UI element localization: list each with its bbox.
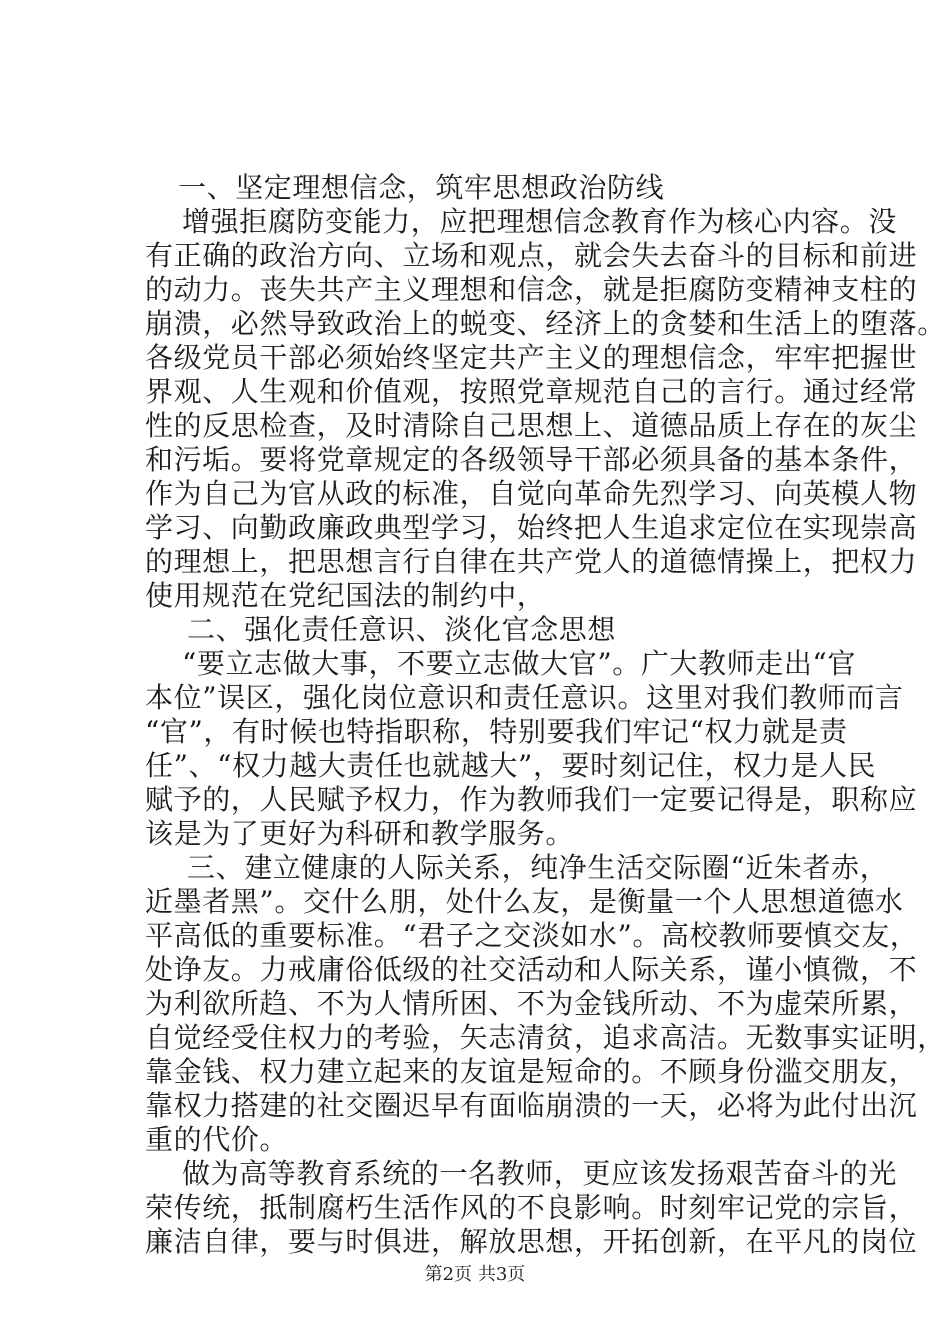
paragraph-line: 靠金钱、权力建立起来的友谊是短命的。不顾身份滥交朋友， <box>145 1055 918 1088</box>
paragraph-line: 为利欲所趋、不为人情所困、不为金钱所动、不为虚荣所累， <box>145 987 918 1020</box>
paragraph-line: 学习、向勤政廉政典型学习，始终把人生追求定位在实现崇高 <box>145 511 918 544</box>
paragraph-line: 崩溃，必然导致政治上的蜕变、经济上的贪婪和生活上的堕落。 <box>145 307 946 340</box>
paragraph-line: 有正确的政治方向、立场和观点，就会失去奋斗的目标和前进 <box>145 239 918 272</box>
paragraph-line: 重的代价。 <box>145 1123 289 1156</box>
paragraph-line: “要立志做大事，不要立志做大官”。广大教师走出“官 <box>182 647 856 680</box>
section-heading: 二、强化责任意识、淡化官念思想 <box>187 613 617 646</box>
paragraph-line: 任”、“权力越大责任也就越大”，要时刻记住，权力是人民 <box>145 749 877 782</box>
paragraph-line: 该是为了更好为科研和教学服务。 <box>145 817 575 850</box>
page-footer <box>0 1264 950 1286</box>
paragraph-line: 使用规范在党纪国法的制约中， <box>145 579 546 612</box>
paragraph-line: 界观、人生观和价值观，按照党章规范自己的言行。通过经常 <box>145 375 918 408</box>
page-number-label: 第2页 共3页 <box>424 1264 526 1285</box>
paragraph-line: 本位”误区，强化岗位意识和责任意识。这里对我们教师而言 <box>145 681 904 714</box>
paragraph-line: “官”，有时候也特指职称，特别要我们牢记“权力就是责 <box>145 715 848 748</box>
paragraph-line: 作为自己为官从政的标准，自觉向革命先烈学习、向英模人物 <box>145 477 918 510</box>
paragraph-line: 处诤友。力戒庸俗低级的社交活动和人际关系，谨小慎微，不 <box>145 953 918 986</box>
document-body <box>145 171 946 1259</box>
paragraph-line: 平高低的重要标准。“君子之交淡如水”。高校教师要慎交友， <box>145 919 919 952</box>
section-heading: 三、建立健康的人际关系，纯净生活交际圈“近朱者赤， <box>187 851 889 884</box>
section-heading: 一、坚定理想信念，筑牢思想政治防线 <box>178 171 665 204</box>
paragraph-line: 性的反思检查，及时清除自己思想上、道德品质上存在的灰尘 <box>145 409 918 442</box>
paragraph-line: 做为高等教育系统的一名教师，更应该发扬艰苦奋斗的光 <box>182 1157 898 1190</box>
paragraph-line: 各级党员干部必须始终坚定共产主义的理想信念，牢牢把握世 <box>145 341 918 374</box>
paragraph-line: 荣传统，抵制腐朽生活作风的不良影响。时刻牢记党的宗旨， <box>145 1191 918 1224</box>
paragraph-line: 增强拒腐防变能力，应把理想信念教育作为核心内容。没 <box>182 205 898 238</box>
paragraph-line: 廉洁自律，要与时俱进，解放思想，开拓创新，在平凡的岗位 <box>145 1225 918 1258</box>
paragraph-line: 赋予的，人民赋予权力，作为教师我们一定要记得是，职称应 <box>145 783 918 816</box>
paragraph-line: 和污垢。要将党章规定的各级领导干部必须具备的基本条件， <box>145 443 918 476</box>
paragraph-line: 自觉经受住权力的考验，矢志清贫，追求高洁。无数事实证明， <box>145 1021 946 1054</box>
paragraph-line: 靠权力搭建的社交圈迟早有面临崩溃的一天，必将为此付出沉 <box>145 1089 918 1122</box>
paragraph-line: 近墨者黑”。交什么朋，处什么友，是衡量一个人思想道德水 <box>145 885 904 918</box>
paragraph-line: 的理想上，把思想言行自律在共产党人的道德情操上，把权力 <box>145 545 918 578</box>
paragraph-line: 的动力。丧失共产主义理想和信念，就是拒腐防变精神支柱的 <box>145 273 918 306</box>
